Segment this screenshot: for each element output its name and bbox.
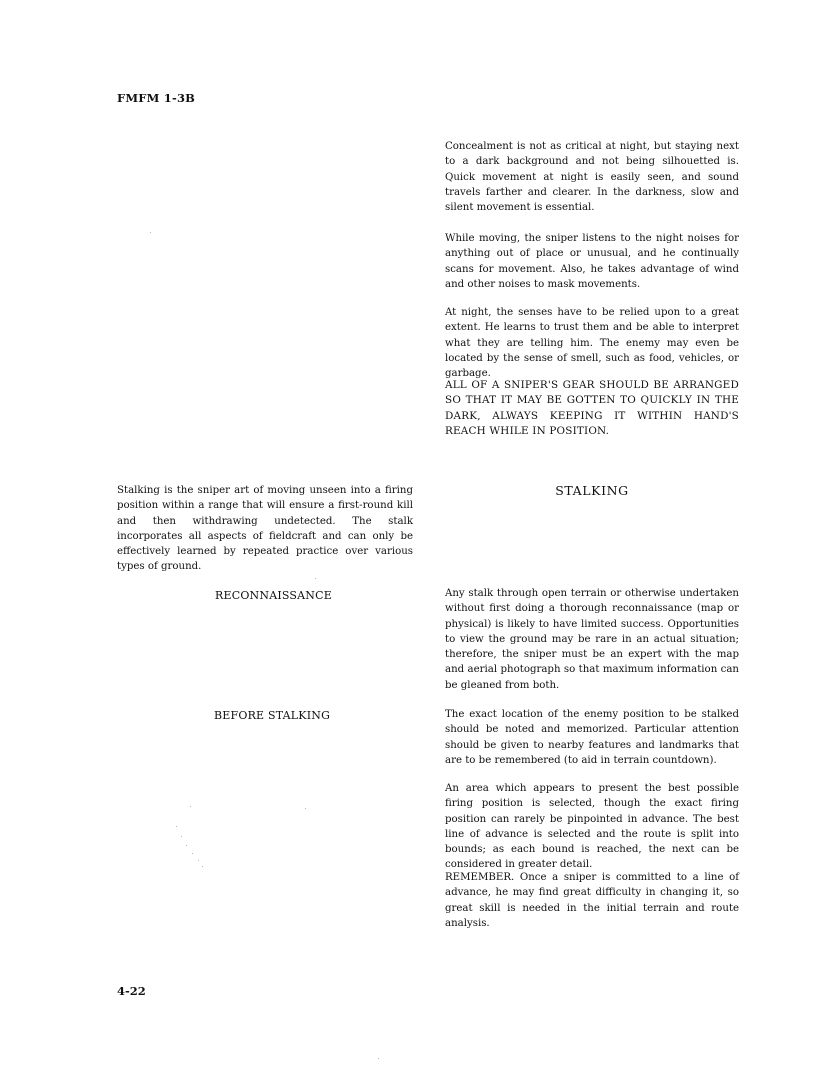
stalking-intro: Stalking is the sniper art of moving unseen into a firing position within a range that will ensure a first-round kill and then withdrawing undetected. The stalk incorporates all aspects of fieldcraft and can only be effectively learned by repeated practice over various types of ground. bbox=[117, 485, 413, 573]
reconnaissance-paragraph: Any stalk through open terrain or otherwise undertaken without first doing a thorough reconnaissance (map or physical) is likely to have limited success. Opportunities to view the ground may be rare in an actual situation; therefore, the sniper must be an expert with the map and aerial photograph so that maximum information can be gleaned from both. bbox=[445, 588, 739, 691]
gear-warning: ALL OF A SNIPER'S GEAR SHOULD BE ARRANGED SO THAT IT MAY BE GOTTEN TO QUICKLY IN THE DARK, ALWAYS KEEPING IT WITHIN HAND'S REACH WHILE IN POSITION. bbox=[445, 379, 739, 437]
page-header: FMFM 1-3B bbox=[117, 91, 196, 105]
reconnaissance-heading: RECONNAISSANCE bbox=[215, 589, 332, 602]
stalking-heading: STALKING bbox=[555, 483, 629, 498]
night-paragraph-2: While moving, the sniper listens to the night noises for anything out of place or unusual, and he continually scans for movement. Also, he takes advantage of wind and other noises to mask movements. bbox=[445, 233, 739, 290]
before-stalking-heading: BEFORE STALKING bbox=[214, 709, 331, 722]
before-stalking-paragraph-2: An area which appears to present the best possible firing position is selected, though the exact firing position can rarely be pinpointed in advance. The best line of advance is selected and the route is split into bounds; as each bound is reached, the next can be considered in greater detail. bbox=[445, 783, 739, 871]
before-stalking-paragraph-1: The exact location of the enemy position to be stalked should be noted and memorized. Particular attention should be given to nearby features and landmarks that are to be remembered (to aid in terrain countdown). bbox=[445, 709, 739, 766]
before-stalking-paragraph-3: REMEMBER. Once a sniper is committed to a line of advance, he may find great difficulty in changing it, so great skill is needed in the initial terrain and route analysis. bbox=[445, 872, 739, 929]
night-paragraph-1: Concealment is not as critical at night, but staying next to a dark background and not being silhouetted is. Quick movement at night is easily seen, and sound travels farther and clearer. In the darkness, slow and silent movement is essential. bbox=[445, 141, 739, 214]
page-number: 4-22 bbox=[117, 984, 146, 998]
night-paragraph-3: At night, the senses have to be relied upon to a great extent. He learns to trust them and be able to interpret what they are telling him. The enemy may even be located by the sense of smell, such as food, vehicles, or garbage. bbox=[445, 307, 739, 380]
